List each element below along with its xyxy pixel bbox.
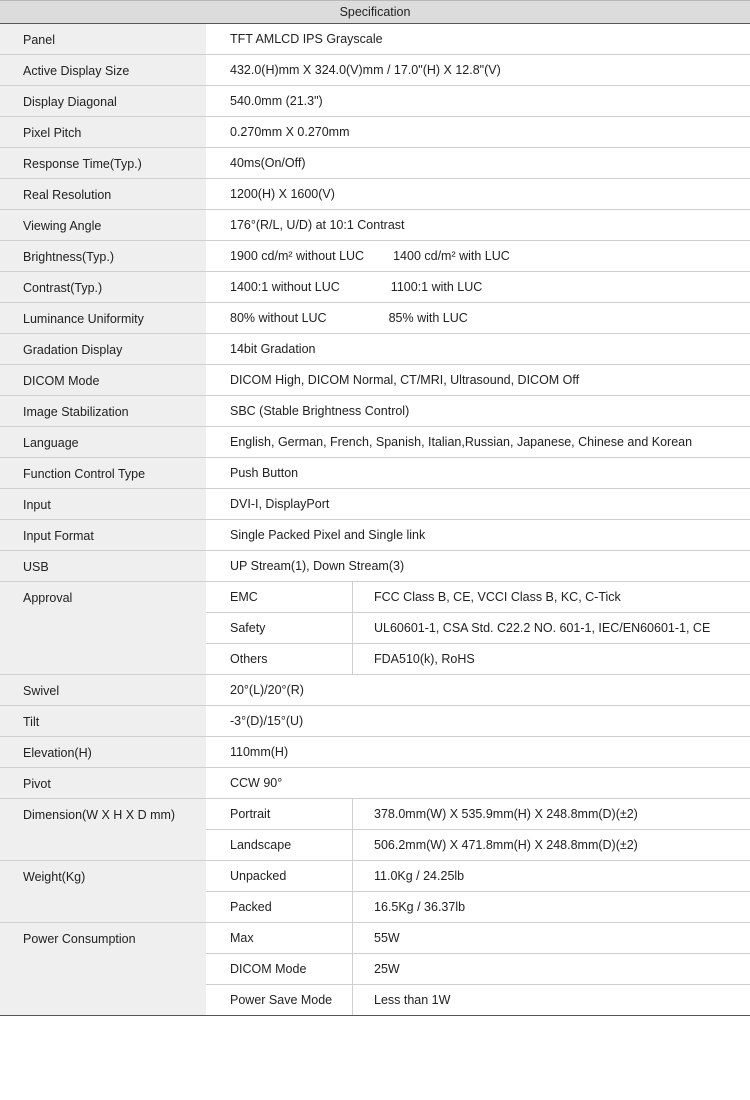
table-row [0,396,750,427]
row-value [206,210,750,240]
row-value-secondary-text: 85% with LUC [388,311,468,325]
table-row [0,334,750,365]
row-value [206,272,750,302]
table-row [0,551,750,582]
row-label: Power Consumption [0,923,206,1015]
table-row [0,365,750,396]
row-label: Language [0,427,206,457]
row-value [206,24,750,54]
row-value [206,427,750,457]
row-value-text: 1200(H) X 1600(V) [230,187,335,201]
row-value [206,334,750,364]
sub-row-value: 506.2mm(W) X 471.8mm(H) X 248.8mm(D)(±2) [374,838,638,852]
row-value [206,148,750,178]
row-label: Active Display Size [0,55,206,85]
row-label: DICOM Mode [0,365,206,395]
row-value [206,117,750,147]
row-label: Input Format [0,520,206,550]
row-value [206,489,750,519]
sub-row [206,923,750,954]
sub-row [206,861,750,892]
row-value-text: TFT AMLCD IPS Grayscale [230,32,383,46]
row-value [206,458,750,488]
table-row [0,582,750,675]
row-value [206,706,750,736]
row-value-text: 432.0(H)mm X 324.0(V)mm / 17.0"(H) X 12.8"(V) [230,63,501,77]
row-value-text: 176°(R/L, U/D) at 10:1 Contrast [230,218,405,232]
row-value [206,675,750,705]
row-value-text: -3°(D)/15°(U) [230,714,304,728]
table-row [0,24,750,55]
sub-row-value: UL60601-1, CSA Std. C22.2 NO. 601-1, IEC/EN60601-1, CE [374,621,711,635]
row-value-text: 14bit Gradation [230,342,316,356]
row-label: Image Stabilization [0,396,206,426]
sub-row-label: Landscape [206,830,353,860]
table-row [0,737,750,768]
sub-row-value: FDA510(k), RoHS [374,652,475,666]
table-row [0,179,750,210]
row-value-text: 1400:1 without LUC [230,280,340,294]
sub-row-label: Max [206,923,353,953]
row-value-text: English, German, French, Spanish, Italian,Russian, Japanese, Chinese and Korean [230,435,693,449]
table-row [0,117,750,148]
sub-row-value: 378.0mm(W) X 535.9mm(H) X 248.8mm(D)(±2) [374,807,638,821]
row-value-text: 0.270mm X 0.270mm [230,125,350,139]
sub-row [206,985,750,1015]
sub-row [206,644,750,674]
row-value-text: 80% without LUC [230,311,327,325]
row-label: Pivot [0,768,206,798]
row-label: Weight(Kg) [0,861,206,922]
sub-row-label: Safety [206,613,353,643]
row-label: Function Control Type [0,458,206,488]
row-value-text: DICOM High, DICOM Normal, CT/MRI, Ultrasound, DICOM Off [230,373,580,387]
row-label: Luminance Uniformity [0,303,206,333]
row-value-text: 540.0mm (21.3") [230,94,323,108]
table-row [0,86,750,117]
row-value-text: Single Packed Pixel and Single link [230,528,426,542]
table-row [0,520,750,551]
sub-rows [206,861,750,922]
row-label: Response Time(Typ.) [0,148,206,178]
row-value [206,179,750,209]
row-label: Gradation Display [0,334,206,364]
sub-row [206,830,750,860]
table-header: Specification [0,0,750,24]
row-label: Elevation(H) [0,737,206,767]
sub-row-value: 11.0Kg / 24.25lb [374,869,465,883]
sub-row [206,582,750,613]
table-row [0,303,750,334]
row-value [206,520,750,550]
row-value-text: Push Button [230,466,299,480]
sub-row [206,799,750,830]
row-label: Input [0,489,206,519]
row-value-text: 110mm(H) [230,745,289,759]
row-value-text: 20°(L)/20°(R) [230,683,304,697]
sub-row-label: Packed [206,892,353,922]
row-label: Swivel [0,675,206,705]
sub-row-value: Less than 1W [374,993,451,1007]
row-value [206,551,750,581]
row-value-secondary-text: 1400 cd/m² with LUC [393,249,510,263]
row-label: USB [0,551,206,581]
sub-row-value: FCC Class B, CE, VCCI Class B, KC, C-Tick [374,590,621,604]
sub-row-label: EMC [206,582,353,612]
table-row [0,272,750,303]
row-value [206,396,750,426]
table-row [0,241,750,272]
row-value [206,86,750,116]
row-value-text: 1900 cd/m² without LUC [230,249,365,263]
row-value-text: 40ms(On/Off) [230,156,306,170]
table-row [0,55,750,86]
row-label: Brightness(Typ.) [0,241,206,271]
row-label: Real Resolution [0,179,206,209]
sub-row-value: 25W [374,962,400,976]
table-row [0,923,750,1016]
table-row [0,210,750,241]
row-value-text: DVI-I, DisplayPort [230,497,330,511]
sub-row-value: 55W [374,931,400,945]
row-label: Pixel Pitch [0,117,206,147]
table-row [0,427,750,458]
sub-row-value: 16.5Kg / 36.37lb [374,900,466,914]
row-value-text: CCW 90° [230,776,283,790]
table-row [0,706,750,737]
sub-row-label: Portrait [206,799,353,829]
table-row [0,768,750,799]
row-value-text: UP Stream(1), Down Stream(3) [230,559,405,573]
row-value [206,241,750,271]
sub-row-label: Unpacked [206,861,353,891]
sub-row [206,613,750,644]
table-row [0,489,750,520]
sub-rows [206,923,750,1015]
sub-row-label: Others [206,644,353,674]
row-label: Display Diagonal [0,86,206,116]
sub-row [206,892,750,922]
table-row [0,675,750,706]
sub-rows [206,799,750,860]
row-value [206,303,750,333]
sub-row-label: DICOM Mode [206,954,353,984]
row-value-text: SBC (Stable Brightness Control) [230,404,410,418]
sub-rows [206,582,750,674]
row-value [206,737,750,767]
table-row [0,148,750,179]
row-label: Tilt [0,706,206,736]
row-label: Approval [0,582,206,674]
row-label: Contrast(Typ.) [0,272,206,302]
table-body [0,24,750,1016]
sub-row-label: Power Save Mode [206,985,353,1015]
row-label: Panel [0,24,206,54]
table-row [0,799,750,861]
row-label: Dimension(W X H X D mm) [0,799,206,860]
table-row [0,861,750,923]
row-value-secondary-text: 1100:1 with LUC [390,280,483,294]
table-row [0,458,750,489]
row-value [206,55,750,85]
sub-row [206,954,750,985]
row-value [206,365,750,395]
row-value [206,768,750,798]
row-label: Viewing Angle [0,210,206,240]
